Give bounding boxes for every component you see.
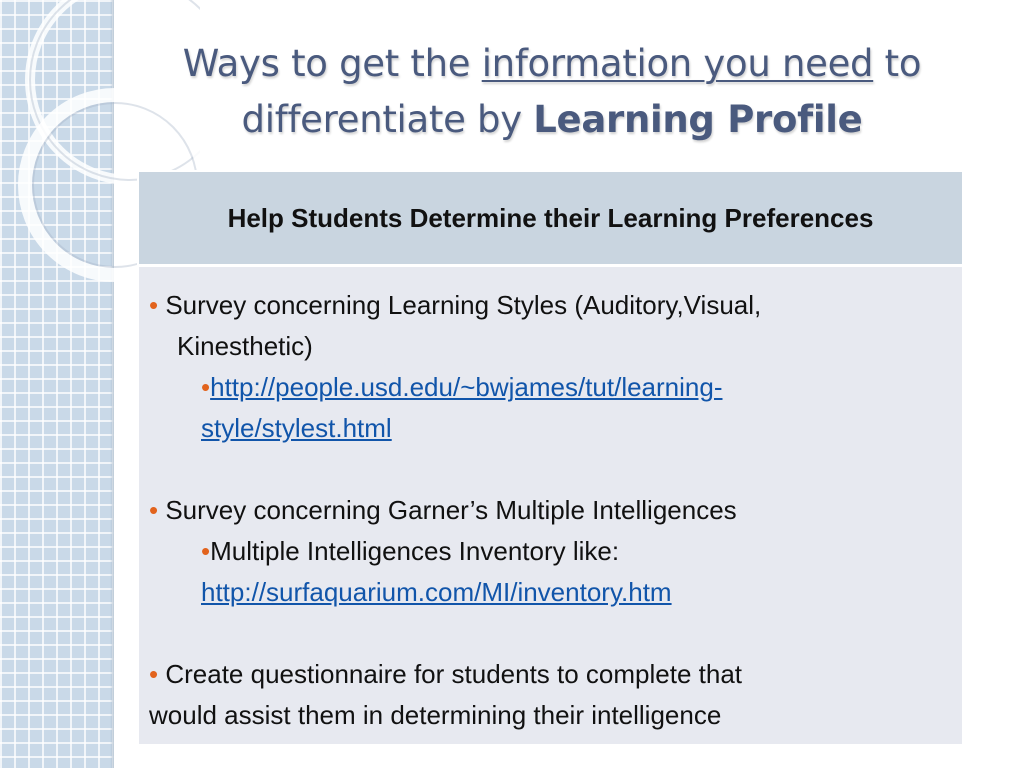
learning-style-link-continued[interactable]: style/stylest.html: [201, 413, 392, 443]
sub-bullet-marker: •: [201, 372, 211, 402]
title-part1: Ways to get the: [182, 42, 482, 85]
sub-item-text: Multiple Intelligences Inventory like:: [210, 536, 620, 566]
title-underlined: information you need: [481, 42, 874, 85]
title-bold: Learning Profile: [533, 98, 863, 141]
bullet-marker: •: [149, 290, 159, 320]
item-text-continued: Kinesthetic): [177, 331, 313, 361]
sub-bullet-marker: •: [201, 536, 211, 566]
list-item: [149, 285, 950, 326]
panel-body: [139, 267, 962, 736]
panel-header: Help Students Determine their Learning Preferences: [139, 172, 962, 267]
list-item: [149, 654, 950, 695]
spacer: [149, 613, 950, 654]
bullet-marker: •: [149, 659, 159, 689]
sub-list-item: [149, 531, 950, 572]
title-part2: to differentiate by: [241, 42, 922, 141]
item-text: Survey concerning Learning Styles (Auditory,Visual,: [165, 290, 762, 320]
mi-inventory-link[interactable]: http://surfaquarium.com/MI/inventory.htm: [201, 577, 672, 607]
spacer: [149, 449, 950, 490]
sub-list-item: [149, 367, 950, 408]
bullet-marker: •: [149, 495, 159, 525]
item-text-continued: would assist them in determining their intelligence: [149, 700, 722, 730]
learning-style-link[interactable]: http://people.usd.edu/~bwjames/tut/learning-: [210, 372, 723, 402]
sub-list-item-continued: [149, 408, 950, 449]
item-text: Survey concerning Garner’s Multiple Intelligences: [165, 495, 737, 525]
content-panel: [137, 170, 964, 746]
list-item: [149, 490, 950, 531]
item-text: Create questionnaire for students to complete that: [165, 659, 743, 689]
slide-title: [140, 36, 964, 148]
sub-list-item-continued: [149, 572, 950, 613]
